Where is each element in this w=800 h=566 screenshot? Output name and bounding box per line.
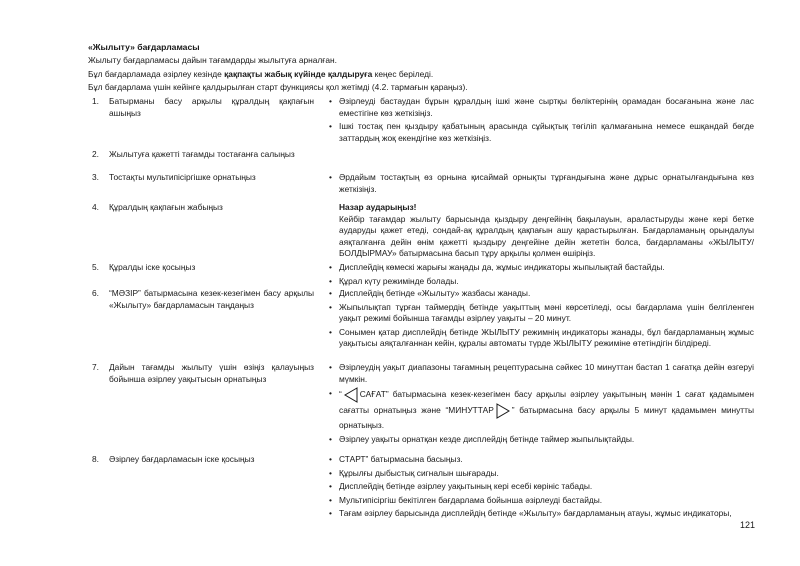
step-number: 6. xyxy=(92,288,99,298)
note-item: • Құрал күту режимінде болады. xyxy=(329,276,754,288)
intro-line-2: Бұл бағдарламада әзірлеу кезінде қақпақты жабық күйінде қалдыруға кеңес беріледі. xyxy=(88,69,434,79)
step-number: 1. xyxy=(92,96,99,106)
step-number: 3. xyxy=(92,172,99,182)
note-item: • Дисплейдің бетінде «Жылыту» жазбасы жанады. xyxy=(329,288,754,300)
step-number: 5. xyxy=(92,262,99,272)
note-item: • СТАРТ” батырмасына басыңыз. xyxy=(329,454,754,466)
step-action: “МӘЗІР” батырмасына кезек-кезегімен басу арқылы «Жылыту» бағдарламасын таңдаңыз xyxy=(109,288,314,310)
step-action: Дайын тағамды жылыту үшін өзіңіз қалауыңыз бойынша әзірлеу уақытысын орнатыңыз xyxy=(109,362,314,384)
triangle-right-icon xyxy=(496,403,510,419)
note-item: • Әзірлеудің уақыт диапазоны тағамның рецептурасына сәйкес 10 минуттан бастап 1 сағатқа дейін өзгеруі мүмкін. xyxy=(329,362,754,385)
step-action: Құралды іске қосыңыз xyxy=(109,262,196,272)
page-number: 121 xyxy=(740,520,756,530)
note-item: • Мультипісіргіш бекітілген бағдарлама бойынша әзірлеуді бастайды. xyxy=(329,495,754,507)
step-number: 4. xyxy=(92,202,99,212)
step-notes xyxy=(329,362,754,448)
note-item: • Жыпылықтап тұрған таймердің бетінде уақыттың мәні көрсетіледі, осы бағдарлама үшін белгіленген уақыт режимі бойынша тағамды әзірлеу уақыты – 20 минут. xyxy=(329,302,754,325)
note-item: • Сонымен қатар дисплейдің бетінде ЖЫЛЫТУ режимнің индикаторы жанады, бұл бағдарламаның жұмыс уақытысы аяқталғаннан кейін, құралы автоматы түрде ЖЫЛЫТУ режиміне өтетіндігін білдіреді. xyxy=(329,327,754,350)
step-action: Әзірлеу бағдарламасын іске қосыңыз xyxy=(109,454,255,464)
step-number: 2. xyxy=(92,149,99,159)
section-title: «Жылыту» бағдарламасы xyxy=(88,42,200,52)
note-item: • Құрылғы дыбыстық сигналын шығарады. xyxy=(329,468,754,480)
note-item-with-icons: • “ САҒАТ” батырмасына кезек-кезегімен басу арқылы әзірлеу уақытының мәнін 1 сағат қадамымен сағатты орнатыңыз және “МИНУТТАР ” батырмасына басу арқылы 5 минут қадамымен минутты орнатыңыз. xyxy=(329,387,754,432)
intro-line-3: Бұл бағдарлама үшін кейінге қалдырылған старт функциясы қол жетімді (4.2. тармағын қараңыз). xyxy=(88,82,468,92)
step-action: Тостақты мультипісіргішке орнатыңыз xyxy=(109,172,256,182)
triangle-left-icon xyxy=(344,387,358,403)
step-action: Жылытуға қажетті тағамды тостағанға салыңыз xyxy=(109,149,295,159)
step-action: Құралдың қақпағын жабыңыз xyxy=(109,202,223,212)
note-item: • Дисплейдің көмескі жарығы жаңады да, жұмыс индикаторы жыпылықтай бастайды. xyxy=(329,262,754,274)
step-notes xyxy=(329,96,754,146)
step-notes xyxy=(329,454,754,522)
warning-text: Кейбір тағамдар жылыту барысында қыздыру деңгейінің бақылауын, араластыруды және кері бетке аударуды қажет етеді, сондай-ақ құралдың қақпағын ашу қарастырылған. Бағдарламаның орындалуы аяқталғанға дейін өнім қажетті қыздыру деңгейіне дейін жететін болса, бағдарламаны «ЖЫЛЫТУ/БОЛДЫРМАУ» батырмасына басып тұру арқылы қолмен өшіріңіз. xyxy=(339,213,754,259)
step-number: 8. xyxy=(92,454,99,464)
note-item: • Әзірлеуді бастаудан бұрын құралдың ішкі және сыртқы бөліктерінің орамадан босағанына және лас еместігіне көз жеткізіңіз. xyxy=(329,96,754,119)
note-item: • Әрдайым тостақтың өз орнына қисаймай орнықты тұрғандығына және дұрыс орнатылғандығына көз жеткізіңіз. xyxy=(329,172,754,195)
note-item: • Ішкі тостақ пен қыздыру қабатының арасында сұйықтық төгіліп қалмағанына немесе ешқандай бөгде заттардың жоқ екендігіне көз жеткізіңіз. xyxy=(329,121,754,144)
note-item: • Әзірлеу уақыты орнатқан кезде дисплейдің бетінде таймер жыпылықтайды. xyxy=(329,434,754,446)
note-item: • Тағам әзірлеу барысында дисплейдің бетінде «Жылыту» бағдарламаның атауы, жұмыс индикаторы, xyxy=(329,508,754,520)
step-action: Батырманы басу арқылы құралдың қақпағын ашыңыз xyxy=(109,96,314,118)
step-notes xyxy=(329,288,754,352)
warning-title: Назар аударыңыз! xyxy=(339,202,417,212)
step-notes xyxy=(329,172,754,197)
intro-line-1: Жылыту бағдарламасы дайын тағамдарды жылытуға арналған. xyxy=(88,55,337,65)
warning-block xyxy=(329,202,754,260)
step-number: 7. xyxy=(92,362,99,372)
step-notes xyxy=(329,262,754,289)
note-item: • Дисплейдің бетінде әзірлеу уақытының кері есебі көрініс табады. xyxy=(329,481,754,493)
